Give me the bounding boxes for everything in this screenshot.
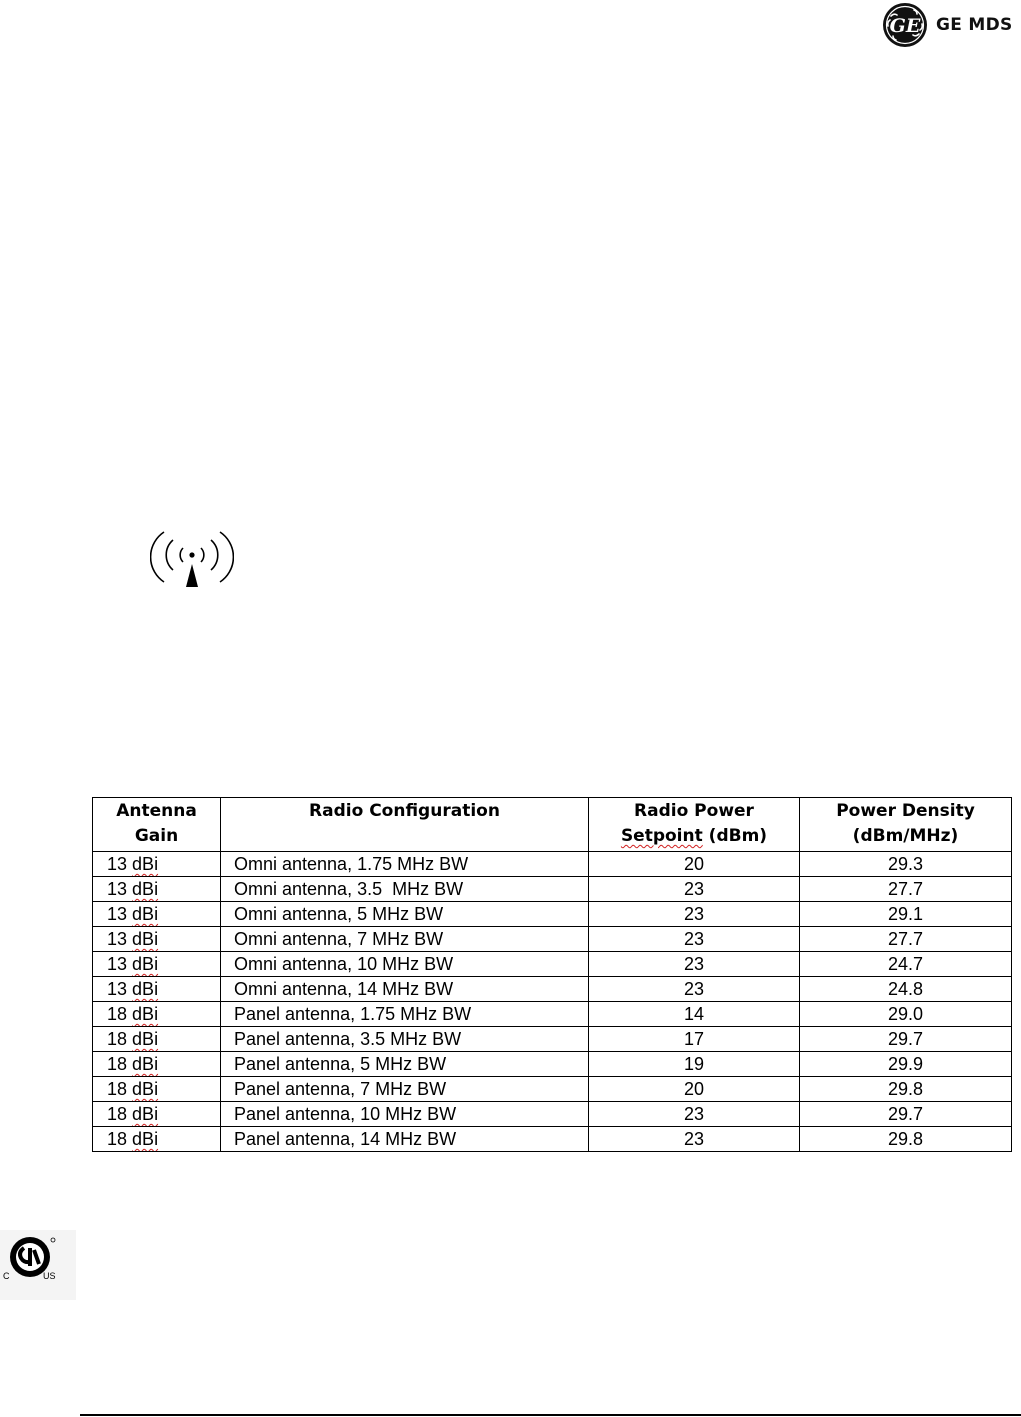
cell-radio-configuration: Omni antenna, 7 MHz BW xyxy=(221,927,589,952)
ge-monogram-text: GE xyxy=(889,15,921,37)
gain-value: 18 xyxy=(107,1104,128,1124)
header-line: Antenna xyxy=(116,801,197,821)
cell-radio-configuration: Omni antenna, 1.75 MHz BW xyxy=(221,852,589,877)
header-line: Radio Configuration xyxy=(309,801,500,821)
header-line: (dBm/MHz) xyxy=(852,826,959,846)
header-line: Gain xyxy=(134,826,179,846)
header-line-spellcheck: Setpoint xyxy=(620,826,703,846)
table-body xyxy=(93,852,1012,1152)
gain-unit: dBi xyxy=(132,1079,159,1099)
ge-mds-logo xyxy=(882,2,1013,48)
table-header-row xyxy=(93,798,1012,852)
cell-radio-power-setpoint: 20 xyxy=(589,852,800,877)
cell-power-density: 29.8 xyxy=(800,1127,1012,1152)
cell-radio-configuration: Panel antenna, 1.75 MHz BW xyxy=(221,1002,589,1027)
gain-unit: dBi xyxy=(132,1054,159,1074)
csa-mark-letter-c: C xyxy=(3,1271,10,1281)
gain-unit: dBi xyxy=(132,929,159,949)
cell-radio-configuration: Panel antenna, 14 MHz BW xyxy=(221,1127,589,1152)
table-row xyxy=(93,1052,1012,1077)
gain-unit: dBi xyxy=(132,954,159,974)
header-line: Power Density xyxy=(836,801,975,821)
table-row xyxy=(93,1077,1012,1102)
cell-power-density: 29.1 xyxy=(800,902,1012,927)
cell-antenna-gain xyxy=(93,852,221,877)
cell-radio-configuration: Panel antenna, 10 MHz BW xyxy=(221,1102,589,1127)
cell-radio-configuration: Panel antenna, 3.5 MHz BW xyxy=(221,1027,589,1052)
cell-power-density: 24.8 xyxy=(800,977,1012,1002)
cell-antenna-gain xyxy=(93,977,221,1002)
cell-power-density: 29.7 xyxy=(800,1027,1012,1052)
header-radio-configuration xyxy=(221,798,589,852)
gain-unit: dBi xyxy=(132,904,159,924)
cell-radio-power-setpoint: 23 xyxy=(589,1102,800,1127)
header-line-rest: (dBm) xyxy=(702,826,768,846)
ge-monogram-icon xyxy=(882,2,928,48)
cell-antenna-gain xyxy=(93,952,221,977)
cell-antenna-gain xyxy=(93,1102,221,1127)
cell-power-density: 29.0 xyxy=(800,1002,1012,1027)
gain-value: 13 xyxy=(107,879,128,899)
gain-unit: dBi xyxy=(132,1129,159,1149)
gain-unit: dBi xyxy=(132,1104,159,1124)
cell-power-density: 27.7 xyxy=(800,877,1012,902)
cell-radio-power-setpoint: 17 xyxy=(589,1027,800,1052)
csa-certification-mark-icon xyxy=(0,1230,76,1300)
header-power-density xyxy=(800,798,1012,852)
cell-radio-configuration: Omni antenna, 3.5 MHz BW xyxy=(221,877,589,902)
header-line: Radio Power xyxy=(634,801,754,821)
gain-value: 13 xyxy=(107,929,128,949)
cell-power-density: 29.3 xyxy=(800,852,1012,877)
gain-value: 18 xyxy=(107,1129,128,1149)
cell-radio-power-setpoint: 23 xyxy=(589,902,800,927)
gain-value: 18 xyxy=(107,1004,128,1024)
cell-radio-configuration: Omni antenna, 14 MHz BW xyxy=(221,977,589,1002)
power-density-table-container xyxy=(92,797,1011,1152)
table-row xyxy=(93,1002,1012,1027)
gain-unit: dBi xyxy=(132,1029,159,1049)
gain-unit: dBi xyxy=(132,979,159,999)
gain-value: 18 xyxy=(107,1079,128,1099)
cell-radio-power-setpoint: 23 xyxy=(589,877,800,902)
cell-power-density: 27.7 xyxy=(800,927,1012,952)
table-row xyxy=(93,902,1012,927)
cell-radio-power-setpoint: 23 xyxy=(589,977,800,1002)
table-row xyxy=(93,877,1012,902)
table-row xyxy=(93,1102,1012,1127)
gain-unit: dBi xyxy=(132,879,159,899)
table-row xyxy=(93,952,1012,977)
cell-antenna-gain xyxy=(93,1027,221,1052)
cell-radio-configuration: Panel antenna, 5 MHz BW xyxy=(221,1052,589,1077)
cell-radio-configuration: Omni antenna, 10 MHz BW xyxy=(221,952,589,977)
header-antenna-gain xyxy=(93,798,221,852)
cell-antenna-gain xyxy=(93,902,221,927)
cell-radio-configuration: Panel antenna, 7 MHz BW xyxy=(221,1077,589,1102)
cell-radio-power-setpoint: 14 xyxy=(589,1002,800,1027)
radio-frequency-warning-icon xyxy=(150,526,234,590)
gain-value: 18 xyxy=(107,1029,128,1049)
cell-antenna-gain xyxy=(93,877,221,902)
cell-antenna-gain xyxy=(93,1127,221,1152)
cell-antenna-gain xyxy=(93,1077,221,1102)
gain-value: 18 xyxy=(107,1054,128,1074)
cell-radio-power-setpoint: 20 xyxy=(589,1077,800,1102)
power-density-table xyxy=(92,797,1012,1152)
header-radio-power-setpoint xyxy=(589,798,800,852)
gain-value: 13 xyxy=(107,954,128,974)
cell-power-density: 29.7 xyxy=(800,1102,1012,1127)
cell-radio-power-setpoint: 23 xyxy=(589,1127,800,1152)
cell-power-density: 29.8 xyxy=(800,1077,1012,1102)
gain-value: 13 xyxy=(107,904,128,924)
footer-divider xyxy=(80,1414,1021,1416)
gain-value: 13 xyxy=(107,854,128,874)
gain-value: 13 xyxy=(107,979,128,999)
table-row xyxy=(93,852,1012,877)
cell-antenna-gain xyxy=(93,1052,221,1077)
cell-radio-power-setpoint: 23 xyxy=(589,952,800,977)
cell-power-density: 29.9 xyxy=(800,1052,1012,1077)
brand-name: GE MDS xyxy=(936,15,1013,35)
cell-power-density: 24.7 xyxy=(800,952,1012,977)
gain-unit: dBi xyxy=(132,854,159,874)
table-row xyxy=(93,1027,1012,1052)
cell-antenna-gain xyxy=(93,1002,221,1027)
cell-radio-configuration: Omni antenna, 5 MHz BW xyxy=(221,902,589,927)
csa-mark-letters-us: US xyxy=(43,1271,56,1281)
cell-radio-power-setpoint: 19 xyxy=(589,1052,800,1077)
table-row xyxy=(93,927,1012,952)
cell-antenna-gain xyxy=(93,927,221,952)
table-row xyxy=(93,1127,1012,1152)
table-row xyxy=(93,977,1012,1002)
cell-radio-power-setpoint: 23 xyxy=(589,927,800,952)
gain-unit: dBi xyxy=(132,1004,159,1024)
